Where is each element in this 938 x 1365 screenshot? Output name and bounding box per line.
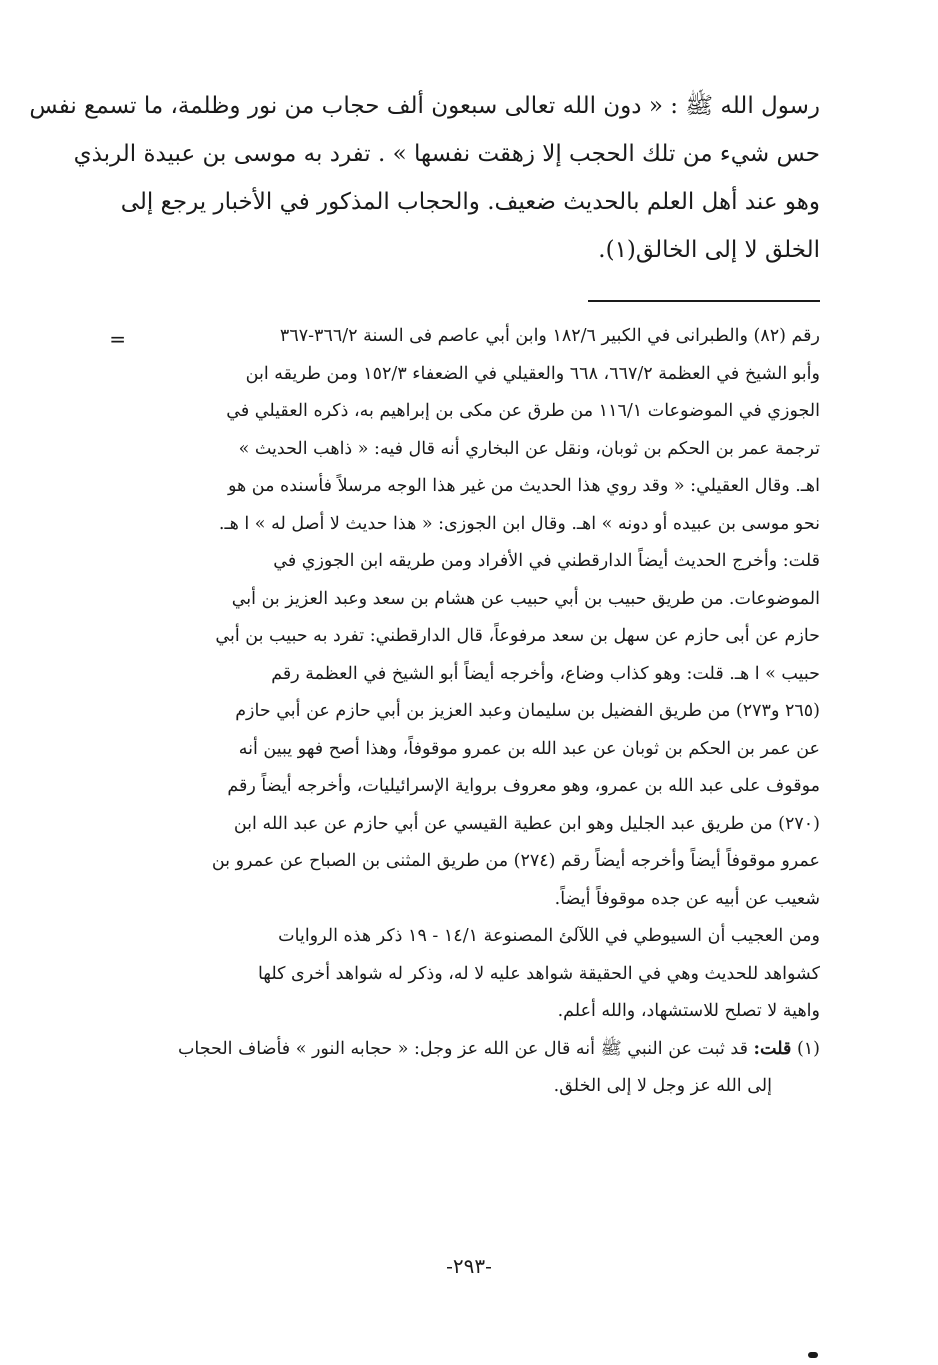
footnote-text: قد ثبت عن النبي ﷺ أنه قال عن الله عز وجل: « حجابه النور » فأضاف الحجاب bbox=[177, 1038, 748, 1059]
footnote-line: (٢٧٠) من طريق عبد الجليل وهو ابن عطية القيسي عن أبي حازم عن عبد الله ابن bbox=[233, 813, 820, 834]
page-number: -٢٩٣- bbox=[446, 1254, 492, 1278]
footnote-line: حبيب » ا هـ. قلت: وهو كذاب وضاع، وأخرجه أيضاً أبو الشيخ في العظمة رقم bbox=[271, 663, 820, 684]
footnote-line: (٢٦٥ و٢٧٣) من طريق الفضيل بن سليمان وعبد العزيز بن أبي حازم عن أبي حازم bbox=[235, 701, 820, 721]
main-text bbox=[29, 82, 820, 274]
main-text-line: وهو عند أهل العلم بالحديث ضعيف. والحجاب المذكور في الأخبار يرجع إلى bbox=[120, 189, 820, 215]
footnote-line: قلت: وأخرج الحديث أيضاً الدارقطني في الأفراد ومن طريقه ابن الجوزي في bbox=[273, 551, 820, 571]
footnote-line: الموضوعات. من طريق حبيب بن أبي حبيب عن هشام بن سعد وعبد العزيز بن أبي bbox=[231, 588, 820, 609]
footnote-number: (١) bbox=[796, 1038, 820, 1059]
footnote-line: كشواهد للحديث وهي في الحقيقة شواهد عليه لا له، وذكر له شواهد أخرى كلها bbox=[257, 963, 820, 984]
footnote-1-line bbox=[110, 1031, 820, 1069]
footnote-continuation-mark: = bbox=[109, 327, 126, 351]
footnote-1 bbox=[110, 1031, 820, 1106]
footnote-block-remark bbox=[110, 918, 820, 1031]
footnote-line: موقوف على عبد الله بن عمرو، وهو معروف برواية الإسرائيليات، وأخرجه أيضاً رقم bbox=[227, 776, 820, 796]
footnote-block-continued bbox=[110, 318, 820, 918]
footnote-line: الجوزي في الموضوعات ١١٦/١ من طرق عن مكى بن إبراهيم به، ذكره العقيلي في bbox=[226, 401, 820, 421]
footnote-1-line: إلى الله عز وجل لا إلى الخلق. bbox=[553, 1076, 772, 1096]
main-text-line: الخلق لا إلى الخالق(١). bbox=[598, 237, 820, 263]
main-text-line: رسول الله ﷺ : « دون الله تعالى سبعون ألف حجاب من نور وظلمة، ما تسمع نفس bbox=[29, 93, 820, 119]
footnote-line: عمرو موقوفاً أيضاً وأخرجه أيضاً رقم (٢٧٤) من طريق المثنى بن الصباح عن عمرو بن bbox=[211, 851, 820, 871]
footnote-line: ترجمة عمر بن الحكم بن ثوبان، ونقل عن البخاري أنه قال فيه: « ذاهب الحديث » bbox=[238, 438, 820, 459]
footnote-line: نحو موسى بن عبيده أو دونه » اهـ. وقال ابن الجوزى: « هذا حديث لا أصل له » ا هـ. bbox=[218, 513, 820, 534]
footnote-line: رقم (٨٢) والطبرانى في الكبير ١٨٢/٦ وابن أبي عاصم فى السنة ٣٦٦/٢-٣٦٧ bbox=[279, 326, 820, 346]
footnote-line: عن عمر بن الحكم بن ثوبان عن عبد الله بن عمرو موقوفاً، وهذا أصح فهو يبين أنه bbox=[238, 738, 820, 759]
footnote-line: وأبو الشيخ في العظمة ٦٦٧/٢، ٦٦٨ والعقيلي في الضعفاء ١٥٢/٣ ومن طريقه ابن bbox=[245, 363, 820, 384]
footnote-label: قلت: bbox=[753, 1038, 792, 1059]
footnote-separator bbox=[588, 300, 820, 302]
footnote-line: ومن العجيب أن السيوطي في اللآلئ المصنوعة ١٤/١ - ١٩ ذكر هذه الروايات bbox=[278, 926, 820, 946]
footnotes bbox=[110, 318, 820, 1106]
footnote-line: شعيب عن أبيه عن جده موقوفاً أيضاً. bbox=[554, 888, 820, 909]
scan-mark bbox=[808, 1352, 818, 1358]
main-text-line: حس شيء من تلك الحجب إلا زهقت نفسها » . تفرد به موسى بن عبيدة الربذي bbox=[73, 141, 820, 167]
footnote-line: اهـ. وقال العقيلي: « وقد روي هذا الحديث من غير هذا الوجه مرسلاً فأسنده من هو bbox=[227, 476, 820, 496]
footnote-line: حازم عن أبى حازم عن سهل بن سعد مرفوعاً، قال الدارقطني: تفرد به حبيب بن أبي bbox=[215, 626, 820, 646]
footnote-line: واهية لا تصلح للاستشهاد، والله أعلم. bbox=[557, 1001, 820, 1021]
